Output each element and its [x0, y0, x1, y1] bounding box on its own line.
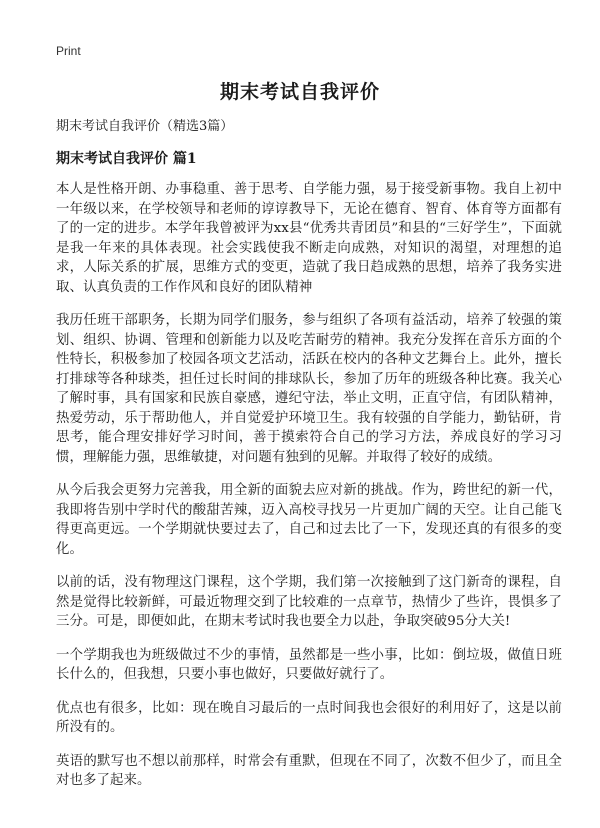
paragraph-3: 从今后我会更努力完善我，用全新的面貌去应对新的挑战。作为，跨世纪的新一代，我即将告别中学时代的酸甜苦辣，迈入高校寻找另一片更加广阔的天空。让自己能飞得更高更远。一个学期就快要过去了，自己和过去比了一下，发现还真的有很多的变化。: [56, 483, 562, 557]
page-title: 期末考试自我评价: [219, 81, 380, 103]
print-label[interactable]: Print: [56, 44, 81, 58]
paragraph-1: 本人是性格开朗、办事稳重、善于思考、自学能力强，易于接受新事物。我自上初中一年级以来，在学校领导和老师的谆谆教导下，无论在德育、智育、体育等方面都有了的一定的进步。本学年我曾被评为xx县“优秀共青团员”和县的“三好学生”，下面就是我一年来的具体表现。社会实践使我不断走向成熟，对知识的渴望，对理想的追求，人际关系的扩展，思维方式的变更，造就了我日趋成熟的思想，培养了我务实进取、认真负责的工作作风和良好的团队精神: [56, 182, 562, 295]
section-heading: 期末考试自我评价 篇1: [56, 151, 197, 167]
paragraph-5: 一个学期我也为班级做过不少的事情，虽然都是一些小事，比如：倒垃圾，做值日班长什么的，但我想，只要小事也做好，只要做好就行了。: [56, 647, 562, 682]
paragraph-6: 优点也有很多，比如：现在晚自习最后的一点时间我也会很好的利用好了，这是以前所没有的。: [56, 700, 562, 735]
document-body: [56, 180, 562, 791]
paragraph-4: 以前的话，没有物理这门课程，这个学期，我们第一次接触到了这门新奇的课程，自然是觉得比较新鲜，可最近物理交到了比较难的一点章节，热情少了些许，畏惧多了三分。可是，即便如此，在期末考试时我也要全力以赴，争取突破95分大关!: [56, 575, 562, 629]
paragraph-7: 英语的默写也不想以前那样，时常会有重默，但现在不同了，次数不但少了，而且全对也多了起来。: [56, 753, 562, 788]
document-subtitle: 期末考试自我评价（精选3篇）: [56, 119, 234, 134]
paragraph-2: 我历任班干部职务，长期为同学们服务，参与组织了各项有益活动，培养了较强的策划、组织、协调、管理和创新能力以及吃苦耐劳的精神。我充分发挥在音乐方面的个性特长，积极参加了校园各项文艺活动，活跃在校内的各种文艺舞台上。此外，擅长打排球等各种球类，担任过长时间的排球队长，参加了历年的班级各种比赛。我关心了解时事，具有国家和民族自豪感，遵纪守法，举止文明，正直守信，有团队精神，热爱劳动，乐于帮助他人，并自觉爱护环境卫生。我有较强的自学能力，勤钻研，肯思考，能合理安排好学习时间，善于摸索符合自己的学习方法，养成良好的学习习惯，理解能力强，思维敏捷，对问题有独到的见解。并取得了较好的成绩。: [56, 313, 562, 465]
